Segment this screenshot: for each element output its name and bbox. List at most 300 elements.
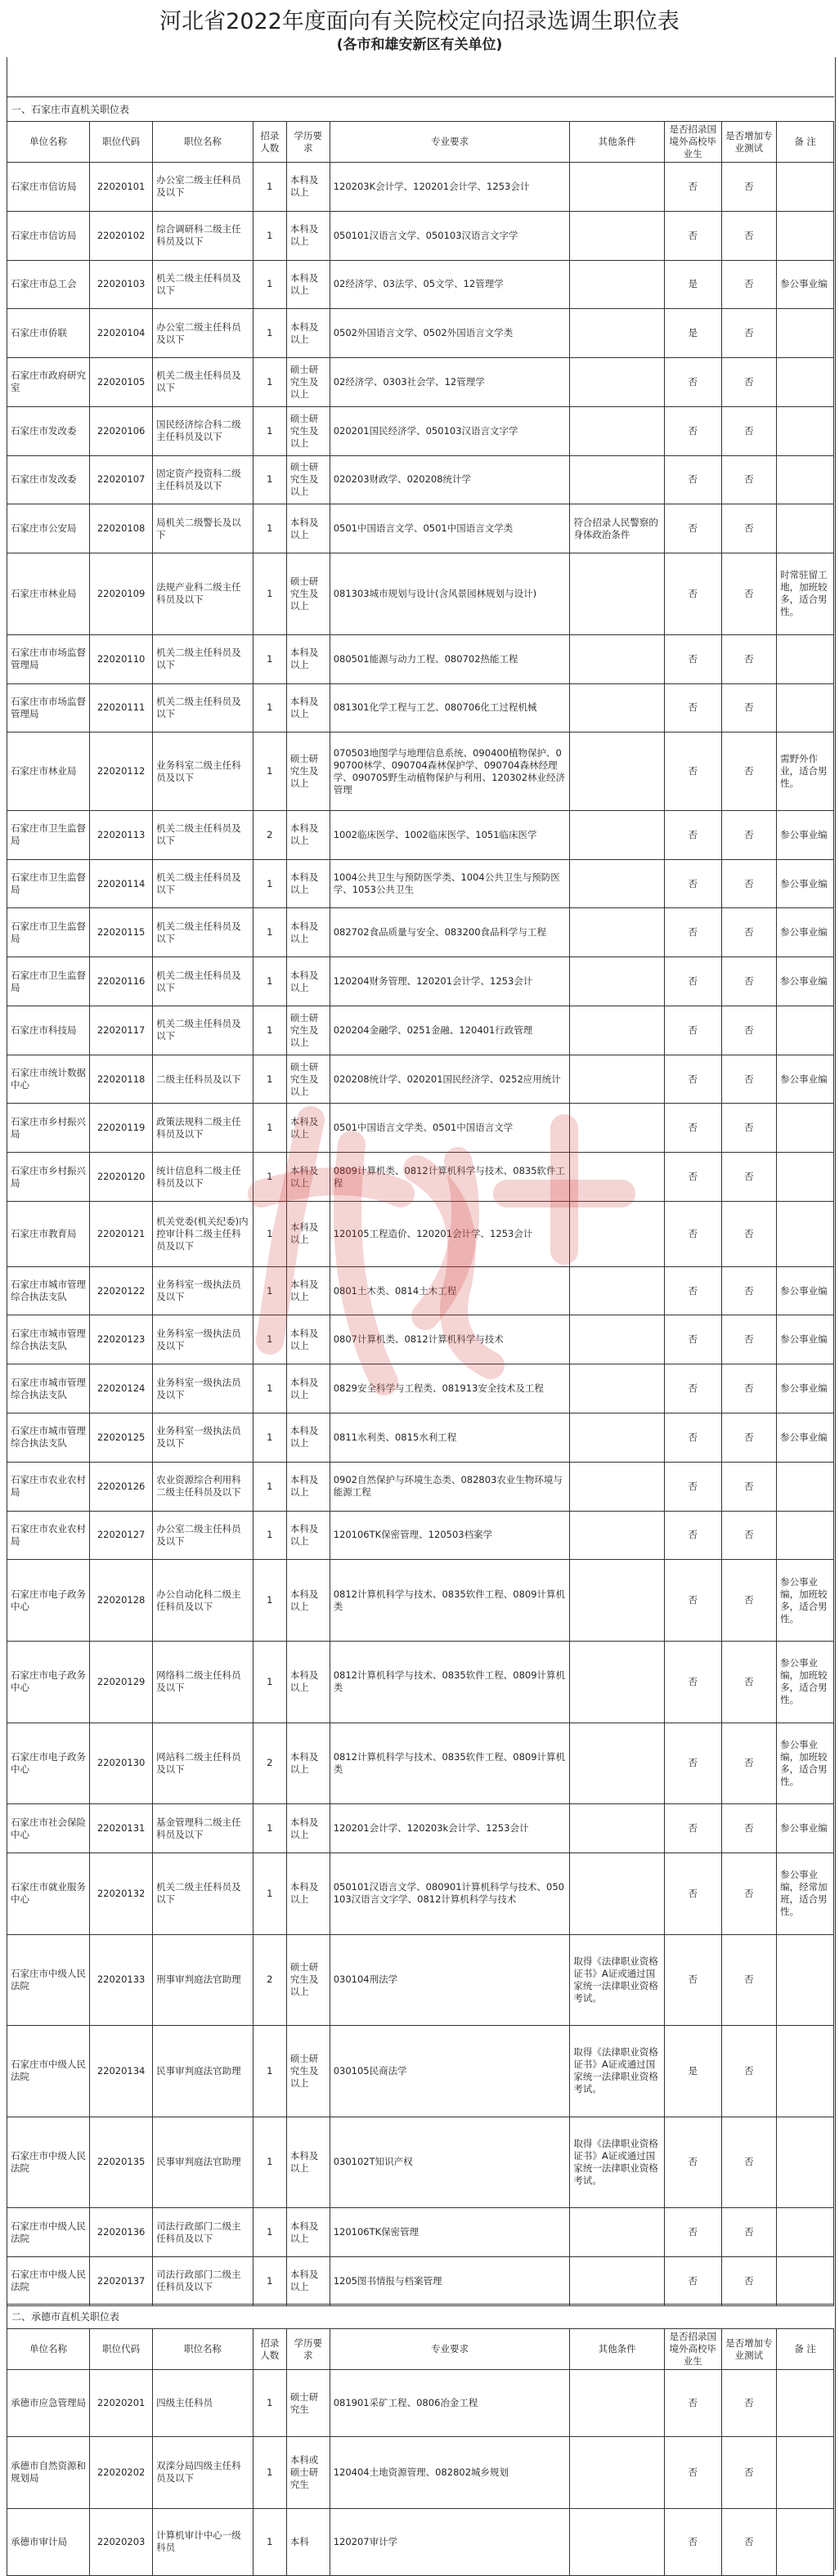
education-cell: 本科及以上	[286, 1202, 330, 1267]
hire-count-cell: 1	[253, 163, 286, 212]
position-name-cell: 机关二级主任科员及以下	[153, 859, 253, 908]
table-row	[7, 358, 834, 407]
extra-test-cell: 否	[721, 2208, 776, 2257]
hire-count-cell: 2	[253, 1723, 286, 1804]
education-cell: 本科及以上	[286, 1413, 330, 1463]
position-code-cell: 22020115	[90, 908, 153, 957]
remarks-cell	[777, 683, 834, 732]
unit-name-cell: 石家庄市市场监督管理局	[7, 634, 90, 683]
unit-name-cell: 石家庄市电子政务中心	[7, 1560, 90, 1642]
remarks-cell	[777, 211, 834, 260]
unit-name-cell: 石家庄市就业服务中心	[7, 1852, 90, 1934]
column-header-overseas-grad: 是否招录国境外高校毕业生	[664, 122, 721, 163]
major-requirement-cell: 081901采矿工程、0806冶金工程	[330, 2370, 570, 2437]
position-code-cell: 22020109	[90, 553, 153, 635]
major-requirement-cell: 120105工程造价、120201会计学、1253会计	[330, 1202, 570, 1267]
position-code-cell: 22020118	[90, 1055, 153, 1104]
unit-name-cell: 石家庄市电子政务中心	[7, 1641, 90, 1723]
major-requirement-cell: 0812计算机科学与技术、0835软件工程、0809计算机类	[330, 1723, 570, 1804]
position-name-cell: 法规产业科二级主任科员及以下	[153, 553, 253, 635]
education-cell: 硕士研究生及以上	[286, 455, 330, 504]
table-row	[7, 957, 834, 1006]
remarks-cell	[777, 1153, 834, 1202]
position-name-cell: 民事审判庭法官助理	[153, 2026, 253, 2117]
other-conditions-cell	[570, 260, 665, 309]
table-row	[7, 683, 834, 732]
column-header-hire-count: 招录人数	[253, 122, 286, 163]
overseas-grad-cell: 否	[664, 1202, 721, 1267]
page-title: 河北省2022年度面向有关院校定向招录选调生职位表	[159, 9, 680, 34]
other-conditions-cell	[570, 455, 665, 504]
overseas-grad-cell: 否	[664, 810, 721, 859]
education-cell: 本科及以上	[286, 309, 330, 358]
major-requirement-cell: 020208统计学、020201国民经济学、0252应用统计	[330, 1055, 570, 1104]
extra-test-cell: 否	[721, 1413, 776, 1463]
table-row	[7, 163, 834, 212]
other-conditions-cell	[570, 1804, 665, 1853]
table-row	[7, 455, 834, 504]
unit-name-cell: 石家庄市卫生监督局	[7, 810, 90, 859]
remarks-cell: 参公事业编，加班较多，适合男性。	[777, 1723, 834, 1804]
position-name-cell: 固定资产投资科二级主任科员及以下	[153, 455, 253, 504]
education-cell: 硕士研究生及以上	[286, 1934, 330, 2026]
education-cell: 本科及以上	[286, 1641, 330, 1723]
education-cell: 本科及以上	[286, 1511, 330, 1560]
position-name-cell: 机关二级主任科员及以下	[153, 957, 253, 1006]
section-title: 二、承德市直机关职位表	[7, 2304, 834, 2328]
table-row	[7, 2437, 834, 2508]
remarks-cell	[777, 163, 834, 212]
position-code-cell: 22020112	[90, 732, 153, 811]
other-conditions-cell	[570, 2508, 665, 2575]
position-name-cell: 业务科室一级执法员及以下	[153, 1315, 253, 1364]
remarks-cell: 参公事业编	[777, 1804, 834, 1853]
extra-test-cell: 否	[721, 683, 776, 732]
major-requirement-cell: 082702食品质量与安全、083200食品科学与工程	[330, 908, 570, 957]
major-requirement-cell: 120204财务管理、120201会计学、1253会计	[330, 957, 570, 1006]
major-requirement-cell: 020204金融学、0251金融、120401行政管理	[330, 1006, 570, 1055]
overseas-grad-cell: 否	[664, 1804, 721, 1853]
table-row	[7, 1315, 834, 1364]
hire-count-cell: 1	[253, 732, 286, 811]
education-cell: 硕士研究生及以上	[286, 358, 330, 407]
hire-count-cell: 1	[253, 455, 286, 504]
education-cell: 硕士研究生及以上	[286, 1055, 330, 1104]
major-requirement-cell: 0809计算机类、0812计算机科学与技术、0835软件工程	[330, 1153, 570, 1202]
position-code-cell: 22020124	[90, 1364, 153, 1413]
extra-test-cell: 否	[721, 163, 776, 212]
other-conditions-cell: 取得《法律职业资格证书》A证或通过国家统一法律职业资格考试。	[570, 2117, 665, 2208]
major-requirement-cell: 0501中国语言文学、0501中国语言文学类	[330, 504, 570, 553]
overseas-grad-cell: 否	[664, 1104, 721, 1153]
unit-name-cell: 石家庄市政府研究室	[7, 358, 90, 407]
extra-test-cell: 否	[721, 1364, 776, 1413]
major-requirement-cell: 02经济学、03法学、05文学、12管理学	[330, 260, 570, 309]
hire-count-cell: 1	[253, 504, 286, 553]
overseas-grad-cell: 否	[664, 957, 721, 1006]
major-requirement-cell: 020203财政学、020208统计学	[330, 455, 570, 504]
other-conditions-cell: 取得《法律职业资格证书》A证或通过国家统一法律职业资格考试。	[570, 2026, 665, 2117]
position-code-cell: 22020134	[90, 2026, 153, 2117]
column-header-education: 学历要求	[286, 2329, 330, 2370]
table-row	[7, 2117, 834, 2208]
position-code-cell: 22020125	[90, 1413, 153, 1463]
table-row	[7, 1511, 834, 1560]
remarks-cell: 参公事业编	[777, 1364, 834, 1413]
position-name-cell: 机关二级主任科员及以下	[153, 908, 253, 957]
education-cell: 本科及以上	[286, 1804, 330, 1853]
position-code-cell: 22020110	[90, 634, 153, 683]
remarks-cell	[777, 1202, 834, 1267]
position-code-cell: 22020128	[90, 1560, 153, 1642]
other-conditions-cell	[570, 2208, 665, 2257]
remarks-cell	[777, 1462, 834, 1511]
extra-test-cell: 否	[721, 1804, 776, 1853]
remarks-cell: 参公事业编	[777, 957, 834, 1006]
education-cell: 本科或硕士研究生	[286, 2437, 330, 2508]
position-code-cell: 22020131	[90, 1804, 153, 1853]
education-cell: 本科及以上	[286, 810, 330, 859]
extra-test-cell: 否	[721, 859, 776, 908]
hire-count-cell: 1	[253, 358, 286, 407]
position-name-cell: 民事审判庭法官助理	[153, 2117, 253, 2208]
hire-count-cell: 1	[253, 1364, 286, 1413]
remarks-cell	[777, 2508, 834, 2575]
unit-name-cell: 石家庄市中级人民法院	[7, 2256, 90, 2305]
remarks-cell	[777, 2117, 834, 2208]
table-row	[7, 1560, 834, 1642]
education-cell: 本科及以上	[286, 1315, 330, 1364]
education-cell: 硕士研究生及以上	[286, 406, 330, 455]
position-name-cell: 办公室二级主任科员及以下	[153, 1511, 253, 1560]
overseas-grad-cell: 是	[664, 309, 721, 358]
table-row	[7, 1852, 834, 1934]
remarks-cell: 参公事业编，经常加班，适合男性。	[777, 1852, 834, 1934]
overseas-grad-cell: 否	[664, 1315, 721, 1364]
hire-count-cell: 1	[253, 634, 286, 683]
overseas-grad-cell: 否	[664, 163, 721, 212]
unit-name-cell: 石家庄市中级人民法院	[7, 1934, 90, 2026]
other-conditions-cell	[570, 859, 665, 908]
hire-count-cell: 1	[253, 2370, 286, 2437]
other-conditions-cell	[570, 2370, 665, 2437]
position-code-cell: 22020117	[90, 1006, 153, 1055]
extra-test-cell: 否	[721, 732, 776, 811]
major-requirement-cell: 0902自然保护与环境生态类、082803农业生物环境与能源工程	[330, 1462, 570, 1511]
position-name-cell: 机关二级主任科员及以下	[153, 634, 253, 683]
position-name-cell: 基金管理科二级主任科员及以下	[153, 1804, 253, 1853]
table-row	[7, 2208, 834, 2257]
overseas-grad-cell: 否	[664, 1153, 721, 1202]
position-code-cell: 22020113	[90, 810, 153, 859]
major-requirement-cell: 081303城市规划与设计(含风景园林规划与设计)	[330, 553, 570, 635]
overseas-grad-cell: 否	[664, 2208, 721, 2257]
hire-count-cell: 1	[253, 957, 286, 1006]
other-conditions-cell	[570, 1104, 665, 1153]
other-conditions-cell	[570, 1202, 665, 1267]
positions-table	[7, 121, 834, 2306]
position-code-cell: 22020106	[90, 406, 153, 455]
remarks-cell: 时常驻留工地，加班较多，适合男性。	[777, 553, 834, 635]
table-row	[7, 1266, 834, 1315]
column-header-unit-name: 单位名称	[7, 122, 90, 163]
major-requirement-cell: 120201会计学、120203k会计学、1253会计	[330, 1804, 570, 1853]
other-conditions-cell	[570, 2256, 665, 2305]
position-code-cell: 22020132	[90, 1852, 153, 1934]
remarks-cell	[777, 406, 834, 455]
table-row	[7, 732, 834, 811]
major-requirement-cell: 02经济学、0303社会学、12管理学	[330, 358, 570, 407]
position-name-cell: 办公自动化科二级主任科员及以下	[153, 1560, 253, 1642]
other-conditions-cell	[570, 1723, 665, 1804]
position-name-cell: 机关二级主任科员及以下	[153, 1006, 253, 1055]
other-conditions-cell	[570, 406, 665, 455]
hire-count-cell: 1	[253, 2026, 286, 2117]
major-requirement-cell: 120106TK保密管理、120503档案学	[330, 1511, 570, 1560]
hire-count-cell: 1	[253, 908, 286, 957]
unit-name-cell: 石家庄市城市管理综合执法支队	[7, 1413, 90, 1463]
position-name-cell: 机关二级主任科员及以下	[153, 358, 253, 407]
extra-test-cell: 否	[721, 810, 776, 859]
major-requirement-cell: 0811水利类、0815水利工程	[330, 1413, 570, 1463]
extra-test-cell: 否	[721, 2256, 776, 2305]
unit-name-cell: 石家庄市教育局	[7, 1202, 90, 1267]
major-requirement-cell: 0501中国语言文学类、0501中国语言文学	[330, 1104, 570, 1153]
table-row	[7, 406, 834, 455]
remarks-cell: 参公事业编	[777, 908, 834, 957]
overseas-grad-cell: 否	[664, 634, 721, 683]
extra-test-cell: 否	[721, 1266, 776, 1315]
table-row	[7, 1364, 834, 1413]
column-header-other-conditions: 其他条件	[570, 2329, 665, 2370]
position-name-cell: 业务科室二级主任科员及以下	[153, 732, 253, 811]
other-conditions-cell	[570, 683, 665, 732]
extra-test-cell: 否	[721, 2370, 776, 2437]
extra-test-cell: 否	[721, 634, 776, 683]
table-row	[7, 1934, 834, 2026]
education-cell: 本科及以上	[286, 1266, 330, 1315]
position-name-cell: 机关二级主任科员及以下	[153, 683, 253, 732]
remarks-cell	[777, 2208, 834, 2257]
extra-test-cell: 否	[721, 908, 776, 957]
major-requirement-cell: 1002临床医学、1002临床医学、1051临床医学	[330, 810, 570, 859]
position-code-cell: 22020101	[90, 163, 153, 212]
table-row	[7, 211, 834, 260]
hire-count-cell: 1	[253, 1055, 286, 1104]
major-requirement-cell: 080501能源与动力工程、080702热能工程	[330, 634, 570, 683]
overseas-grad-cell: 否	[664, 358, 721, 407]
extra-test-cell: 否	[721, 1055, 776, 1104]
remarks-cell: 需野外作业，适合男性。	[777, 732, 834, 811]
position-code-cell: 22020135	[90, 2117, 153, 2208]
education-cell: 本科及以上	[286, 859, 330, 908]
unit-name-cell: 石家庄市发改委	[7, 455, 90, 504]
major-requirement-cell: 050101汉语言文学、080901计算机科学与技术、050103汉语言文字学、0812计算机科学与技术	[330, 1852, 570, 1934]
hire-count-cell: 1	[253, 309, 286, 358]
other-conditions-cell	[570, 211, 665, 260]
table-row	[7, 1202, 834, 1267]
remarks-cell	[777, 504, 834, 553]
education-cell: 本科及以上	[286, 1852, 330, 1934]
position-name-cell: 二级主任科员及以下	[153, 1055, 253, 1104]
extra-test-cell: 否	[721, 1934, 776, 2026]
extra-test-cell: 否	[721, 1315, 776, 1364]
unit-name-cell: 石家庄市卫生监督局	[7, 908, 90, 957]
remarks-cell	[777, 2026, 834, 2117]
unit-name-cell: 石家庄市社会保险中心	[7, 1804, 90, 1853]
overseas-grad-cell: 否	[664, 455, 721, 504]
overseas-grad-cell: 否	[664, 1723, 721, 1804]
table-row	[7, 2370, 834, 2437]
other-conditions-cell	[570, 1006, 665, 1055]
position-code-cell: 22020202	[90, 2437, 153, 2508]
hire-count-cell: 1	[253, 2117, 286, 2208]
education-cell: 本科及以上	[286, 1364, 330, 1413]
unit-name-cell: 石家庄市林业局	[7, 553, 90, 635]
overseas-grad-cell: 否	[664, 1934, 721, 2026]
other-conditions-cell	[570, 163, 665, 212]
unit-name-cell: 石家庄市卫生监督局	[7, 957, 90, 1006]
position-code-cell: 22020126	[90, 1462, 153, 1511]
hire-count-cell: 1	[253, 1852, 286, 1934]
hire-count-cell: 1	[253, 211, 286, 260]
hire-count-cell: 1	[253, 859, 286, 908]
major-requirement-cell: 020201国民经济学、050103汉语言文字学	[330, 406, 570, 455]
position-name-cell: 双滦分局四级主任科员及以下	[153, 2437, 253, 2508]
other-conditions-cell	[570, 1560, 665, 1642]
major-requirement-cell: 030105民商法学	[330, 2026, 570, 2117]
education-cell: 本科及以上	[286, 957, 330, 1006]
extra-test-cell: 否	[721, 1202, 776, 1267]
extra-test-cell: 否	[721, 309, 776, 358]
position-name-cell: 四级主任科员	[153, 2370, 253, 2437]
position-name-cell: 计算机审计中心一级科员	[153, 2508, 253, 2575]
table-row	[7, 309, 834, 358]
position-code-cell: 22020107	[90, 455, 153, 504]
position-code-cell: 22020103	[90, 260, 153, 309]
major-requirement-cell: 0807计算机类、0812计算机科学与技术	[330, 1315, 570, 1364]
extra-test-cell: 否	[721, 1511, 776, 1560]
hire-count-cell: 1	[253, 1202, 286, 1267]
position-name-cell: 机关二级主任科员及以下	[153, 260, 253, 309]
remarks-cell: 参公事业编	[777, 1315, 834, 1364]
education-cell: 硕士研究生及以上	[286, 732, 330, 811]
remarks-cell	[777, 2437, 834, 2508]
column-header-overseas-grad: 是否招录国境外高校毕业生	[664, 2329, 721, 2370]
extra-test-cell: 否	[721, 504, 776, 553]
unit-name-cell: 石家庄市农业农村局	[7, 1511, 90, 1560]
column-header-position-code: 职位代码	[90, 122, 153, 163]
remarks-cell	[777, 455, 834, 504]
column-header-position-name: 职位名称	[153, 2329, 253, 2370]
hire-count-cell: 1	[253, 1266, 286, 1315]
other-conditions-cell	[570, 1852, 665, 1934]
hire-count-cell: 1	[253, 683, 286, 732]
remarks-cell: 参公事业编	[777, 1413, 834, 1463]
overseas-grad-cell: 是	[664, 260, 721, 309]
position-name-cell: 司法行政部门二级主任科员及以下	[153, 2208, 253, 2257]
hire-count-cell: 1	[253, 2256, 286, 2305]
hire-count-cell: 1	[253, 1462, 286, 1511]
extra-test-cell: 否	[721, 2117, 776, 2208]
overseas-grad-cell: 否	[664, 1413, 721, 1463]
overseas-grad-cell: 是	[664, 2026, 721, 2117]
extra-test-cell: 否	[721, 260, 776, 309]
other-conditions-cell	[570, 358, 665, 407]
unit-name-cell: 承德市审计局	[7, 2508, 90, 2575]
overseas-grad-cell: 否	[664, 1006, 721, 1055]
position-name-cell: 网站科二级主任科员及以下	[153, 1723, 253, 1804]
remarks-cell	[777, 634, 834, 683]
overseas-grad-cell: 否	[664, 732, 721, 811]
remarks-cell	[777, 1934, 834, 2026]
position-name-cell: 机关二级主任科员及以下	[153, 1852, 253, 1934]
unit-name-cell: 石家庄市电子政务中心	[7, 1723, 90, 1804]
hire-count-cell: 1	[253, 1006, 286, 1055]
position-code-cell: 22020111	[90, 683, 153, 732]
unit-name-cell: 石家庄市发改委	[7, 406, 90, 455]
table-row	[7, 2026, 834, 2117]
table-row	[7, 553, 834, 635]
hire-count-cell: 2	[253, 810, 286, 859]
overseas-grad-cell: 否	[664, 211, 721, 260]
position-code-cell: 22020136	[90, 2208, 153, 2257]
education-cell: 本科及以上	[286, 908, 330, 957]
overseas-grad-cell: 否	[664, 683, 721, 732]
remarks-cell: 参公事业编	[777, 1055, 834, 1104]
extra-test-cell: 否	[721, 1852, 776, 1934]
remarks-cell	[777, 1006, 834, 1055]
table-row	[7, 1153, 834, 1202]
position-code-cell: 22020123	[90, 1315, 153, 1364]
hire-count-cell: 1	[253, 1641, 286, 1723]
table-row	[7, 260, 834, 309]
education-cell: 本科及以上	[286, 1723, 330, 1804]
hire-count-cell: 1	[253, 1104, 286, 1153]
remarks-cell	[777, 309, 834, 358]
hire-count-cell: 1	[253, 1804, 286, 1853]
overseas-grad-cell: 否	[664, 1266, 721, 1315]
overseas-grad-cell: 否	[664, 553, 721, 635]
section-title: 一、石家庄市直机关职位表	[7, 96, 834, 121]
remarks-cell: 参公事业编，加班较多，适合男性。	[777, 1560, 834, 1642]
major-requirement-cell: 050101汉语言文学、050103汉语言文字学	[330, 211, 570, 260]
positions-table	[7, 2328, 834, 2576]
position-code-cell: 22020102	[90, 211, 153, 260]
major-requirement-cell: 1004公共卫生与预防医学类、1004公共卫生与预防医学、1053公共卫生	[330, 859, 570, 908]
position-code-cell: 22020137	[90, 2256, 153, 2305]
unit-name-cell: 石家庄市乡村振兴局	[7, 1104, 90, 1153]
position-name-cell: 政策法规科二级主任科员及以下	[153, 1104, 253, 1153]
column-header-position-name: 职位名称	[153, 122, 253, 163]
overseas-grad-cell: 否	[664, 406, 721, 455]
major-requirement-cell: 0812计算机科学与技术、0835软件工程、0809计算机类	[330, 1641, 570, 1723]
table-header-row	[7, 122, 834, 163]
other-conditions-cell	[570, 1364, 665, 1413]
major-requirement-cell: 120106TK保密管理	[330, 2208, 570, 2257]
unit-name-cell: 石家庄市农业农村局	[7, 1462, 90, 1511]
table-row	[7, 1641, 834, 1723]
table-row	[7, 908, 834, 957]
other-conditions-cell	[570, 553, 665, 635]
overseas-grad-cell: 否	[664, 1852, 721, 1934]
major-requirement-cell: 070503地图学与地理信息系统、090400植物保护、090700林学、090704森林保护学、090704森林经理学、090705野生动植物保护与利用、120302林业经济管理	[330, 732, 570, 811]
position-code-cell: 22020133	[90, 1934, 153, 2026]
position-code-cell: 22020105	[90, 358, 153, 407]
education-cell: 本科及以上	[286, 1462, 330, 1511]
position-name-cell: 业务科室一级执法员及以下	[153, 1413, 253, 1463]
education-cell: 本科及以上	[286, 504, 330, 553]
